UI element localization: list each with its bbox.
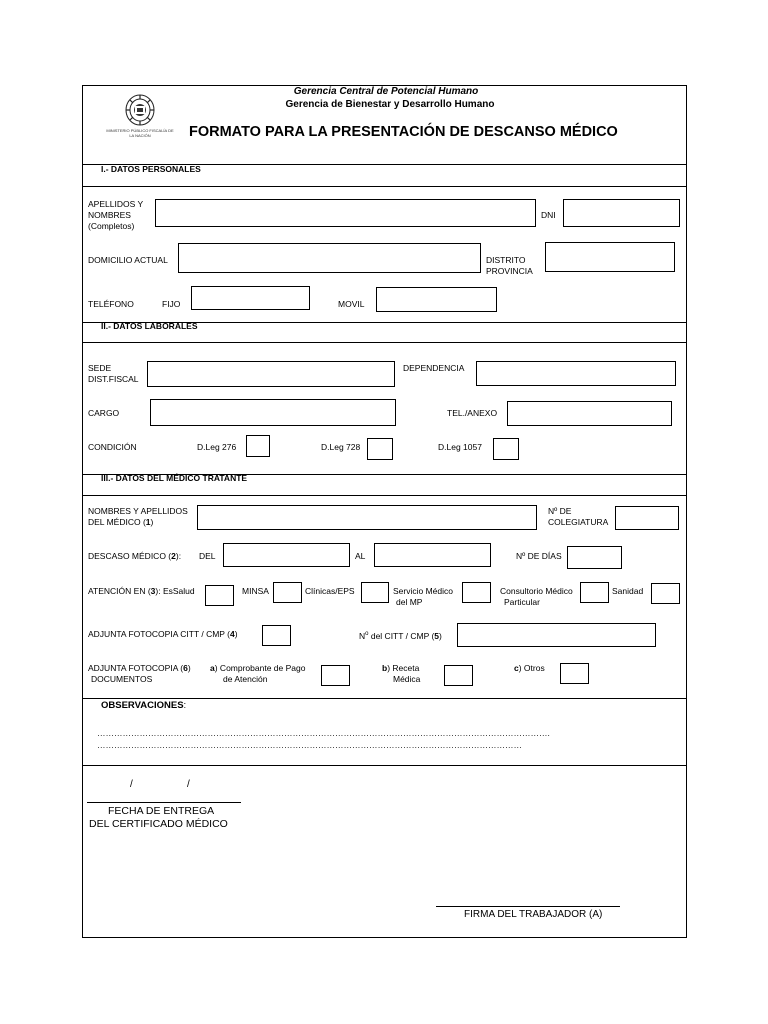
note-number: 2	[171, 551, 176, 561]
fecha-entrega-label	[88, 805, 228, 831]
label-part: )	[439, 630, 442, 641]
label-part: )	[234, 629, 238, 639]
fecha-slash-2: /	[187, 779, 190, 790]
domicilio-input[interactable]	[178, 243, 481, 273]
label-line	[382, 663, 420, 674]
org-line-1: Gerencia Central de Potencial Humano	[293, 86, 479, 97]
label-part: ) Otros	[518, 663, 545, 673]
institution-logo-text: MINISTERIO PÚBLICO FISCALÍA DE LA NACIÓN	[106, 128, 174, 138]
section-divider	[82, 495, 687, 496]
minsa-checkbox[interactable]	[273, 582, 302, 603]
descanso-al-input[interactable]	[374, 543, 491, 567]
dni-label: DNI	[541, 210, 556, 220]
descanso-label	[88, 551, 181, 562]
section-1-heading: I.- DATOS PERSONALES	[101, 164, 201, 174]
otros-checkbox[interactable]	[560, 663, 589, 684]
label-line: Nº DE	[548, 506, 572, 516]
dependencia-label: DEPENDENCIA	[403, 363, 465, 373]
label-part: ) Receta	[387, 663, 420, 673]
option-letter: a	[210, 663, 215, 673]
condicion-label: CONDICIÓN	[88, 442, 137, 452]
sede-label	[88, 363, 139, 385]
num-dias-label: Nº DE DÍAS	[516, 551, 562, 561]
label-line: NOMBRES Y APELLIDOS	[88, 506, 188, 516]
receta-label	[382, 663, 420, 685]
telefono-label: TELÉFONO	[88, 299, 134, 309]
otros-label	[514, 663, 545, 674]
tel-anexo-input[interactable]	[507, 401, 672, 426]
distrito-provincia-label	[486, 255, 533, 277]
label-line: del MP	[396, 597, 423, 607]
label-line: NOMBRES	[88, 210, 131, 220]
section-divider	[82, 186, 687, 187]
cargo-input[interactable]	[150, 399, 396, 426]
receta-checkbox[interactable]	[444, 665, 473, 686]
medico-nombres-label	[88, 506, 188, 528]
org-line-2: Gerencia de Bienestar y Desarrollo Humano	[285, 99, 495, 110]
label-part: o	[365, 631, 369, 637]
label-part: del CITT / CMP (	[368, 630, 435, 641]
label-line: APELLIDOS Y	[88, 199, 144, 209]
fecha-signature-line	[87, 802, 241, 803]
label-line	[88, 663, 191, 674]
observaciones-line-1[interactable]: …………………………………………………………………………………………………………………………………………….	[97, 728, 550, 738]
label-line: PROVINCIA	[486, 266, 533, 276]
documentos-label	[88, 663, 191, 685]
label-line: de Atención	[223, 674, 268, 684]
note-number: 5	[434, 630, 440, 641]
num-dias-input[interactable]	[567, 546, 622, 569]
telefono-fijo-input[interactable]	[191, 286, 310, 310]
label-line: (Completos)	[88, 221, 135, 231]
note-number: 6	[183, 663, 188, 673]
label-line: COLEGIATURA	[548, 517, 609, 527]
consultorio-label	[500, 586, 573, 608]
label-part: ADJUNTA FOTOCOPIA CITT / CMP (	[88, 629, 230, 639]
label-part: N	[359, 630, 366, 641]
clinicas-label: Clínicas/EPS	[305, 586, 355, 596]
citt-checkbox[interactable]	[262, 625, 291, 646]
note-number: 4	[230, 629, 235, 639]
colegiatura-label	[548, 506, 608, 528]
label-line: DIST.FISCAL	[88, 374, 139, 384]
form-title: FORMATO PARA LA PRESENTACIÓN DE DESCANSO MÉDICO	[189, 124, 618, 140]
label-line: FECHA DE ENTREGA	[108, 805, 215, 817]
num-citt-label	[359, 629, 442, 642]
medico-nombres-input[interactable]	[197, 505, 537, 530]
label-line: Consultorio Médico	[500, 586, 573, 596]
servicio-medico-checkbox[interactable]	[462, 582, 491, 603]
cargo-label: CARGO	[88, 408, 120, 418]
label-line	[88, 517, 188, 528]
atencion-label	[88, 586, 195, 597]
del-label: DEL	[199, 551, 216, 561]
label-line	[210, 663, 305, 674]
telefono-movil-input[interactable]	[376, 287, 497, 312]
movil-label: MOVIL	[338, 299, 365, 309]
label-part: ) Comprobante de Pago	[214, 663, 306, 673]
dleg-728-label: D.Leg 728	[321, 442, 361, 452]
section-divider	[82, 765, 687, 766]
firma-trabajador-label: FIRMA DEL TRABAJADOR (A)	[464, 909, 603, 920]
label-part: DEL MÉDICO (	[88, 517, 146, 527]
note-number: 3	[150, 586, 156, 596]
servicio-medico-label	[393, 586, 453, 608]
label-part: ):	[175, 551, 182, 561]
citt-label	[88, 629, 238, 640]
note-number: 1	[145, 517, 151, 527]
label-part: DESCASO MÉDICO (	[88, 551, 172, 561]
dleg-1057-checkbox[interactable]	[493, 438, 519, 460]
label-line: Servicio Médico	[393, 586, 453, 596]
dni-input[interactable]	[563, 199, 680, 227]
section-divider	[82, 342, 687, 343]
distrito-input[interactable]	[545, 242, 675, 272]
comprobante-checkbox[interactable]	[321, 665, 350, 686]
label-line: DEL CERTIFICADO MÉDICO	[89, 818, 228, 830]
apellidos-input[interactable]	[155, 199, 536, 227]
label-line: SEDE	[88, 363, 112, 373]
apellidos-label	[88, 199, 143, 232]
dleg-728-checkbox[interactable]	[367, 438, 393, 460]
consultorio-checkbox[interactable]	[580, 582, 609, 603]
comprobante-label	[210, 663, 305, 685]
fijo-label: FIJO	[162, 299, 181, 309]
section-2-heading: II.- DATOS LABORALES	[101, 321, 198, 331]
observaciones-label	[101, 700, 186, 712]
dleg-1057-label: D.Leg 1057	[438, 442, 482, 452]
sanidad-label: Sanidad	[612, 586, 644, 596]
label-part: )	[150, 517, 154, 527]
option-letter: c	[514, 663, 519, 673]
label-line: DOCUMENTOS	[91, 674, 153, 684]
essalud-checkbox[interactable]	[205, 585, 234, 606]
label-part: ATENCIÓN EN (	[88, 586, 151, 596]
observaciones-line-2[interactable]: ……………………………………………………………………………………………………………………………………	[97, 740, 522, 750]
domicilio-label: DOMICILIO ACTUAL	[88, 255, 168, 265]
section-3-heading: III.- DATOS DEL MÉDICO TRATANTE	[101, 473, 248, 483]
minsa-label: MINSA	[242, 586, 269, 596]
colegiatura-input[interactable]	[615, 506, 679, 530]
label-part: ADJUNTA FOTOCOPIA (	[88, 663, 184, 673]
label-part: OBSERVACIONES	[101, 700, 184, 711]
descanso-del-input[interactable]	[223, 543, 350, 567]
sede-input[interactable]	[147, 361, 395, 387]
num-citt-input[interactable]	[457, 623, 656, 647]
label-part: :	[183, 700, 187, 711]
label-part: )	[187, 663, 191, 673]
clinicas-checkbox[interactable]	[361, 582, 389, 603]
option-letter: b	[382, 663, 388, 673]
firma-signature-line	[436, 906, 620, 907]
dleg-276-label: D.Leg 276	[197, 442, 237, 452]
al-label: AL	[355, 551, 366, 561]
label-line: Particular	[504, 597, 540, 607]
dependencia-input[interactable]	[476, 361, 676, 386]
label-line: Médica	[393, 674, 421, 684]
sanidad-checkbox[interactable]	[651, 583, 680, 604]
label-line: DISTRITO	[486, 255, 526, 265]
section-divider	[82, 698, 687, 699]
dleg-276-checkbox[interactable]	[246, 435, 270, 457]
institution-seal-icon	[118, 92, 162, 132]
tel-anexo-label: TEL./ANEXO	[447, 408, 498, 418]
fecha-slash-1: /	[130, 779, 133, 790]
label-part: ): EsSalud	[155, 586, 195, 596]
